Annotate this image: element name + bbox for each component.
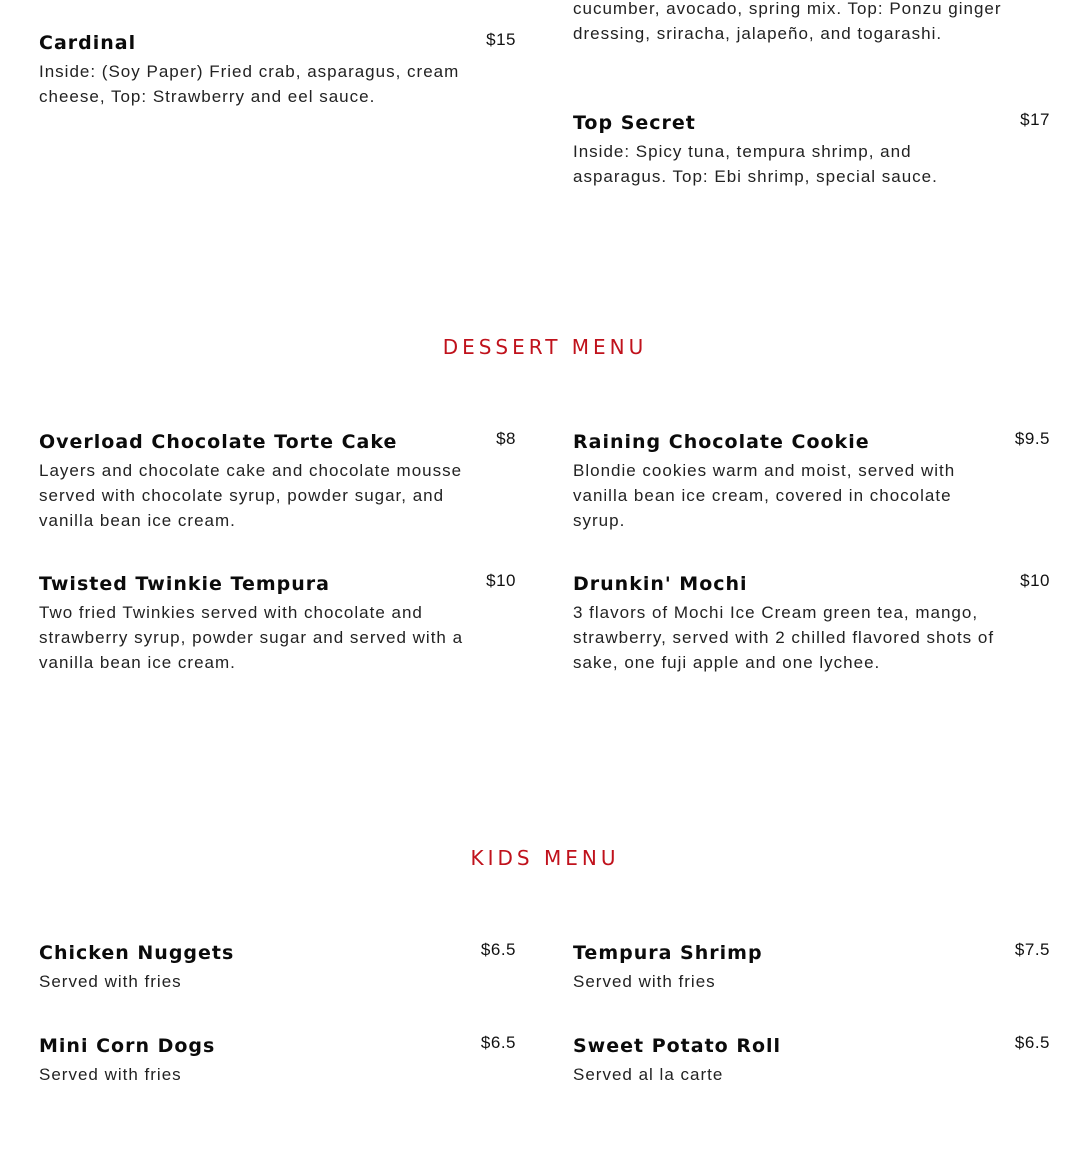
menu-item-chicken-nuggets [39, 941, 516, 994]
item-name: Twisted Twinkie Tempura [39, 573, 330, 595]
item-price: $7.5 [1014, 940, 1050, 959]
item-name: Raining Chocolate Cookie [573, 431, 870, 453]
item-description: Blondie cookies warm and moist, served with vanilla bean ice cream, covered in chocolate syrup. [573, 461, 956, 530]
menu-item-overload-cake [39, 430, 516, 533]
menu-item-top-secret [573, 111, 1050, 189]
item-description: Served with fries [573, 972, 716, 991]
dessert-menu-title: DESSERT MENU [442, 335, 648, 359]
item-name: Chicken Nuggets [39, 942, 235, 964]
item-name: Tempura Shrimp [573, 942, 763, 964]
menu-item-twisted-twinkie [39, 572, 516, 675]
item-name: Top Secret [573, 112, 696, 134]
menu-item-cardinal [39, 31, 516, 109]
kids-menu-title: KIDS MENU [470, 846, 620, 870]
item-description: 3 flavors of Mochi Ice Cream green tea, mango, strawberry, served with 2 chilled flavored shots of sake, one fuji apple and one lychee. [573, 603, 995, 672]
item-description: Inside: (Soy Paper) Fried crab, asparagus, cream cheese, Top: Strawberry and eel sauce. [39, 62, 460, 106]
item-name: Cardinal [39, 32, 137, 54]
item-price: $6.5 [480, 1033, 516, 1052]
menu-item-drunkin-mochi [573, 572, 1050, 675]
item-description: Served with fries [39, 972, 182, 991]
item-name: Drunkin' Mochi [573, 573, 748, 595]
item-description: Inside: Spicy tuna, tempura shrimp, and asparagus. Top: Ebi shrimp, special sauce. [573, 142, 938, 186]
item-price: $10 [1020, 571, 1050, 590]
item-description: cucumber, avocado, spring mix. Top: Ponzu ginger dressing, sriracha, jalapeño, and togarashi. [573, 0, 1002, 43]
menu-item-raining-cookie [573, 430, 1050, 533]
item-description: Served al la carte [573, 1065, 724, 1084]
item-price: $6.5 [480, 940, 516, 959]
item-description: Layers and chocolate cake and chocolate mousse served with chocolate syrup, powder sugar, and vanilla bean ice cream. [39, 461, 463, 530]
item-price: $8 [496, 429, 516, 448]
menu-item-tempura-shrimp [573, 941, 1050, 994]
menu-item-partial [573, 0, 1050, 46]
menu-item-sweet-potato-roll [573, 1034, 1050, 1087]
item-price: $6.5 [1014, 1033, 1050, 1052]
item-price: $9.5 [1014, 429, 1050, 448]
item-price: $10 [486, 571, 516, 590]
item-name: Mini Corn Dogs [39, 1035, 216, 1057]
menu-item-mini-corn-dogs [39, 1034, 516, 1087]
item-name: Sweet Potato Roll [573, 1035, 782, 1057]
item-description: Served with fries [39, 1065, 182, 1084]
item-price: $15 [486, 30, 516, 49]
item-description: Two fried Twinkies served with chocolate and strawberry syrup, powder sugar and served with a vanilla bean ice cream. [39, 603, 464, 672]
item-price: $17 [1020, 110, 1050, 129]
item-name: Overload Chocolate Torte Cake [39, 431, 398, 453]
